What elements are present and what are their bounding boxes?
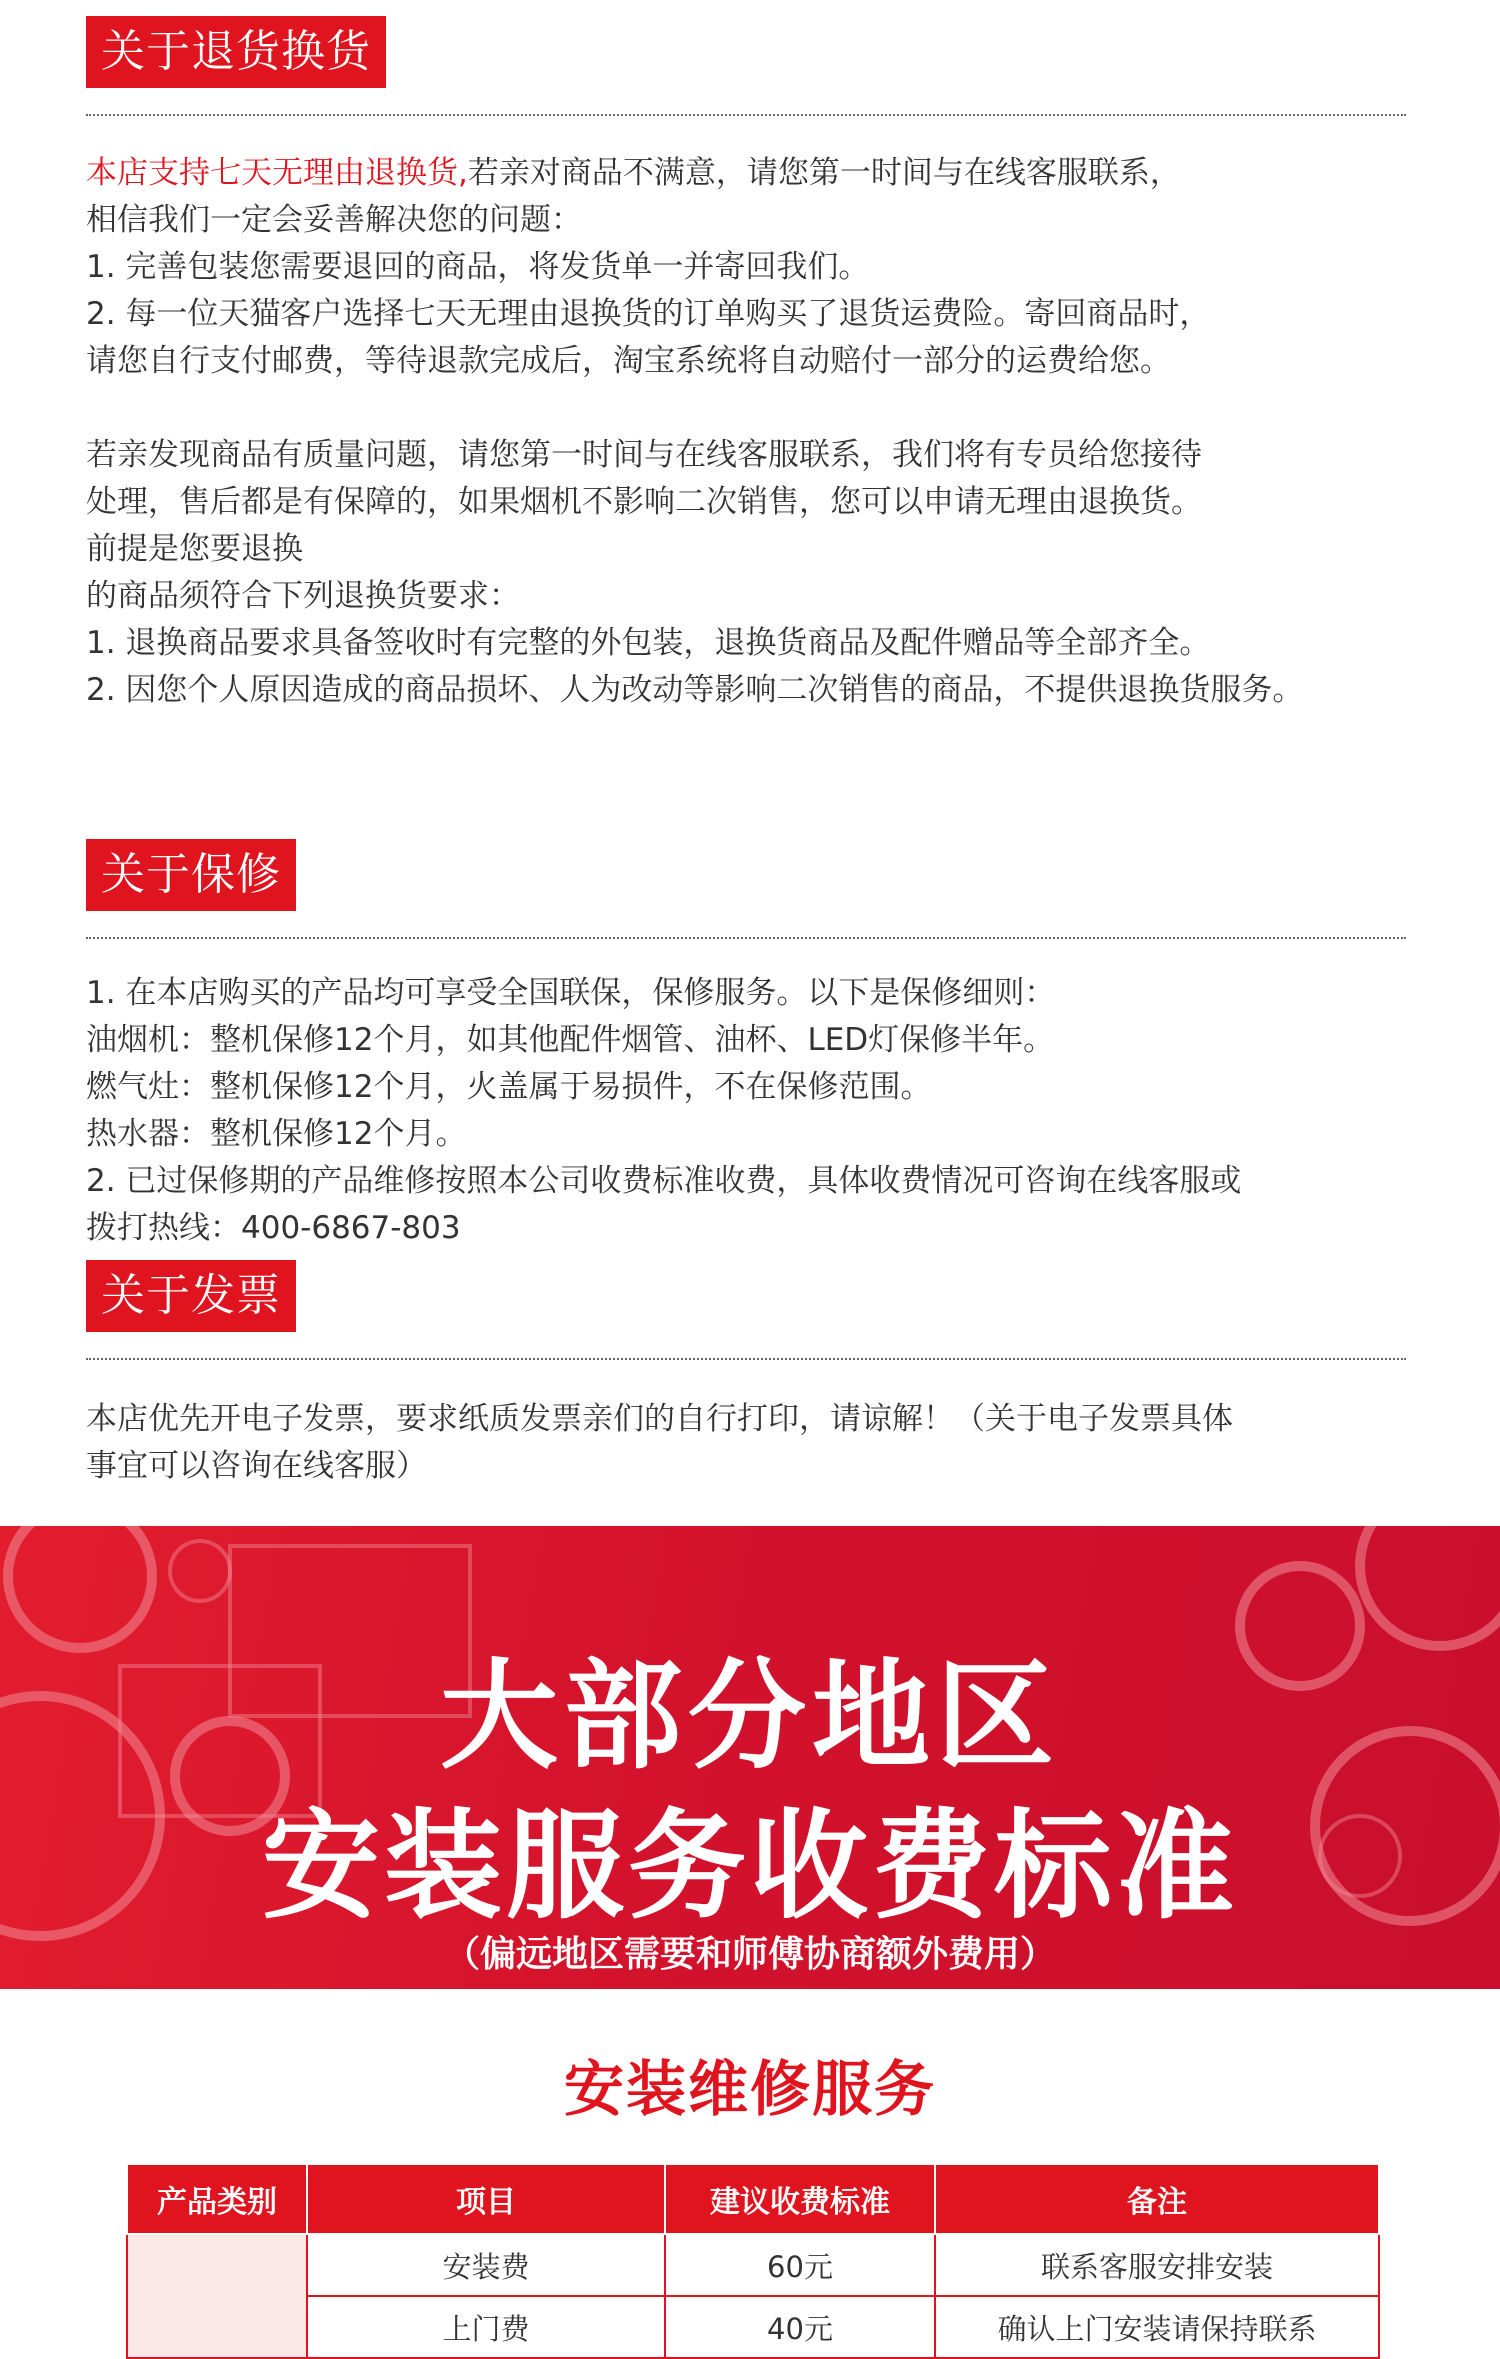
divider [86,114,1406,116]
item-cell: 上门费 [307,2296,665,2358]
returns-lead: 本店支持七天无理由退换货, [86,155,468,191]
returns-line: 若亲对商品不满意，请您第一时间与在线客服联系， [467,155,1181,191]
table-row [127,2296,1379,2358]
warranty-line: 1. 在本店购买的产品均可享受全国联保，保修服务。以下是保修细则： [86,975,1056,1011]
returns-text [86,150,1426,714]
category-cell [127,2234,307,2358]
banner-title-line1: 大部分地区 [439,1647,1060,1785]
returns-line: 若亲发现商品有质量问题，请您第一时间与在线客服联系，我们将有专员给您接待 [86,437,1202,473]
header-item: 项目 [307,2164,665,2234]
item-cell: 安装费 [307,2234,665,2296]
returns-line: 的商品须符合下列退换货要求： [86,578,520,614]
divider [86,937,1406,939]
warranty-line: 2. 已过保修期的产品维修按照本公司收费标准收费，具体收费情况可咨询在线客服或 [86,1163,1242,1199]
warranty-line: 拨打热线：400-6867-803 [86,1210,461,1246]
price-cell: 40元 [665,2296,935,2358]
returns-line: 请您自行支付邮费，等待退款完成后，淘宝系统将自动赔付一部分的运费给您。 [86,343,1171,379]
install-fee-banner [0,1526,1500,1989]
service-fee-table [126,2163,1380,2359]
table-row [127,2234,1379,2296]
invoice-tag: 关于发票 [86,1260,296,1332]
invoice-text [86,1396,1426,1490]
header-price: 建议收费标准 [665,2164,935,2234]
warranty-text [86,970,1426,1252]
warranty-tag: 关于保修 [86,839,296,911]
invoice-line: 事宜可以咨询在线客服） [86,1448,427,1484]
warranty-line: 油烟机：整机保修12个月，如其他配件烟管、油杯、LED灯保修半年。 [86,1022,1055,1058]
returns-line: 1. 退换商品要求具备签收时有完整的外包装，退换货商品及配件赠品等全部齐全。 [86,625,1211,661]
service-title: 安装维修服务 [564,2055,936,2125]
divider [86,1358,1406,1360]
spacer [86,385,1426,432]
invoice-section [86,1260,1406,1500]
returns-tag: 关于退货换货 [86,16,386,88]
returns-line: 1. 完善包装您需要退回的商品，将发货单一并寄回我们。 [86,249,870,285]
banner-title-line2: 安装服务收费标准 [261,1797,1238,1935]
header-category: 产品类别 [127,2164,307,2234]
warranty-line: 燃气灶：整机保修12个月，火盖属于易损件，不在保修范围。 [86,1069,932,1105]
returns-line: 2. 每一位天猫客户选择七天无理由退换货的订单购买了退货运费险。寄回商品时， [86,296,1211,332]
returns-line: 前提是您要退换 [86,531,303,567]
returns-line: 处理，售后都是有保障的，如果烟机不影响二次销售，您可以申请无理由退换货。 [86,484,1202,520]
returns-line: 相信我们一定会妥善解决您的问题： [86,202,582,238]
table-header-row [127,2164,1379,2234]
price-cell: 60元 [665,2234,935,2296]
header-remark: 备注 [935,2164,1379,2234]
invoice-line: 本店优先开电子发票，要求纸质发票亲们的自行打印，请谅解！（关于电子发票具体 [86,1401,1233,1437]
remark-cell: 确认上门安装请保持联系 [935,2296,1379,2358]
returns-line: 2. 因您个人原因造成的商品损坏、人为改动等影响二次销售的商品，不提供退换货服务。 [86,672,1304,708]
remark-cell: 联系客服安排安装 [935,2234,1379,2296]
warranty-section [86,839,1406,1249]
returns-section [86,16,1406,736]
warranty-line: 热水器：整机保修12个月。 [86,1116,467,1152]
banner-subtitle: （偏远地区需要和师傅协商额外费用） [443,1934,1056,1975]
